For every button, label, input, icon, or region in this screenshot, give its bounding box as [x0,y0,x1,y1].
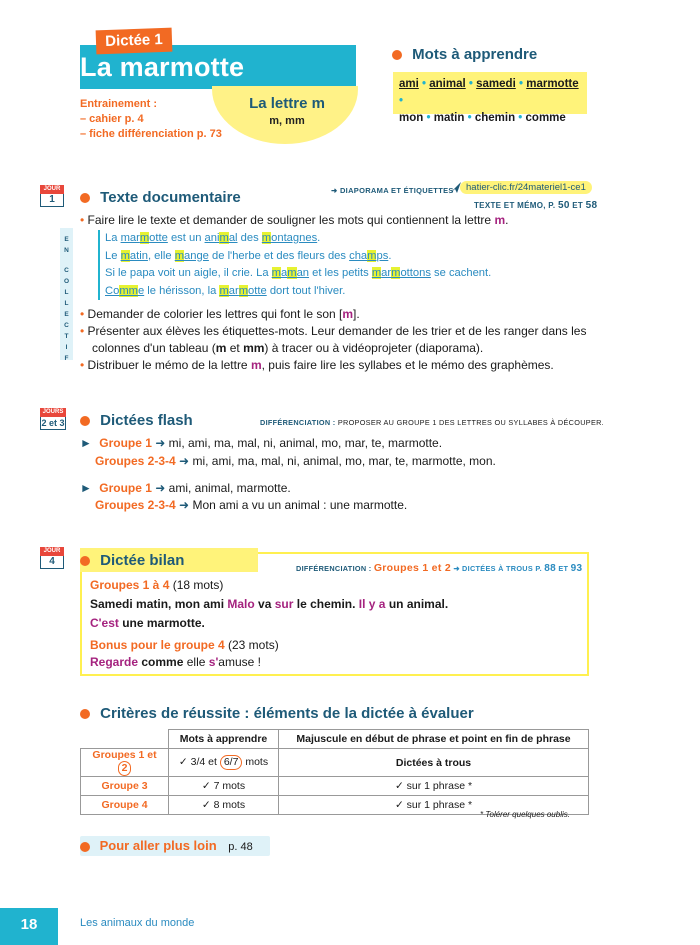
entrainement-fiche: – fiche différenciation p. 73 [80,128,222,140]
bonus-text: Regarde comme elle s'amuse ! [90,655,261,669]
reading-line-2: Le matin, elle mange de l'herbe et des fleurs des champs. [105,249,392,262]
collectif-letter: C [64,267,69,274]
section-title: Texte documentaire [100,189,241,206]
arrow-icon: ➜ [179,454,190,468]
lettre-subtitle: m, mm [269,115,305,127]
dictee-tag: Dictée 1 [96,28,173,55]
mot: animal [429,78,466,90]
bullet-2 [80,306,590,323]
diff-label: DIFFÉRENCIATION : [260,418,336,427]
section-title: Dictée bilan [100,552,185,569]
flash-words: Mon ami a vu un animal : une marmotte. [189,498,408,512]
calendar-label: JOURS [40,408,66,417]
page-ref: 50 [557,200,570,211]
dictee-line-1: Samedi matin, mon ami Malo va sur le chemin. Il y a un animal. [90,597,449,611]
bullet-text: Distribuer le mémo de la lettre [87,358,251,372]
bullet-end: . [505,213,509,227]
triangle-bullet-icon: ► [80,436,92,450]
bullet-text: Présenter aux élèves les étiquettes-mots. Leur demander de les trier et de les ranger dans les colonnes d'un tableau ( [87,324,587,355]
table-row [81,777,589,796]
mots-text: ✓ 3/4 et [178,756,220,768]
empty-cell [81,730,169,749]
bullet-dot-icon [392,50,402,60]
table-header-row [81,730,589,749]
arrow-icon: ➜ [155,481,166,495]
collectif-sidebar [60,228,73,360]
group-label: Groupes 2-3-4 [95,454,176,468]
section-dictees-flash [80,412,193,429]
diff-text: PROPOSER AU GROUPE 1 DES LETTRES OU SYLLABES À DÉCOUPER. [337,418,605,427]
group-label: Groupes 1 à 4 [90,578,170,592]
calendar-day: 2 et 3 [41,418,65,428]
mots-unit: mots [242,756,269,768]
section-title: Dictées flash [100,412,193,429]
bullet-dot-icon: • [80,324,85,338]
collectif-letter: E [64,311,69,318]
calendar-label: JOUR [40,547,64,556]
mot: mon [399,112,424,124]
calendar-icon [40,408,66,430]
letter-m: m [342,307,354,321]
separator: • [518,78,524,90]
mots-cell: ✓ 7 mots [169,777,279,796]
bullet-4 [80,357,590,374]
calendar-day: 1 [40,194,64,207]
group-cell: Groupe 3 [81,777,169,796]
letter-m: m [250,358,262,372]
flash-row-1 [80,435,442,452]
texte-memo-prefix: TEXTE ET MÉMO, P. [474,201,556,210]
aller-label: Pour aller plus loin [99,838,217,853]
collectif-letter: T [64,333,69,340]
flash-row-4 [95,497,407,514]
criteres-table [80,729,589,815]
entrainement-heading: Entrainement : [80,98,158,110]
dictee-line-2: C'est une marmotte. [90,616,205,630]
bonus-title: Bonus pour le groupe 4 [90,638,225,652]
collectif-letter: F [64,355,69,362]
collectif-letter: L [64,289,69,296]
section-criteres [80,705,474,722]
collectif-letter: O [63,278,70,285]
bullet-end: ) à tracer ou à vidéoprojeter (diaporama). [264,341,484,355]
diaporama-note: ➜ DIAPORAMA ET ÉTIQUETTES [331,186,454,195]
page-ref: 88 [544,563,556,574]
group-cell [81,749,169,777]
and-word: et [226,341,244,355]
mots-heading [392,46,537,63]
column-header: Majuscule en début de phrase et point en fin de phrase [279,730,589,749]
bullet-dot-icon [80,842,90,852]
group-label: Groupe 1 [99,436,152,450]
section-texte-documentaire [80,189,241,206]
aller-page: p. 48 [228,841,253,853]
arrow-icon: ➜ [179,498,190,512]
maj-cell: Dictées à trous [279,749,589,777]
entrainement-list [80,97,222,142]
table-note: * Tolérer quelques oublis. [480,810,570,819]
calendar-day: 4 [40,556,64,569]
bullet-text: Faire lire le texte et demander de souligner les mots qui contiennent la lettre [87,213,495,227]
bilan-differenciation [296,562,582,574]
circled-number: 2 [118,761,132,776]
bullet-dot-icon: • [80,358,85,372]
bullet-dot-icon [80,193,90,203]
maj-cell: ✓ sur 1 phrase * [279,796,589,815]
bullet-dot-icon [80,709,90,719]
separator: • [426,112,431,124]
bonus-label [90,637,279,654]
flash-words: ami, animal, marmotte. [165,481,291,495]
reading-text [98,230,498,300]
bullet-dot-icon: • [80,213,85,227]
and-word: ET [572,201,584,210]
collectif-letter: N [64,247,69,254]
letter-m: m [494,213,506,227]
collectif-letter: E [64,236,69,243]
triangle-bullet-icon: ► [80,481,92,495]
maj-cell: ✓ sur 1 phrase * [279,777,589,796]
reading-line-4: Comme le hérisson, la marmotte dort tout l'hiver. [105,284,346,297]
diff-label: DIFFÉRENCIATION : [296,564,372,573]
section-title: Critères de réussite : éléments de la dictée à évaluer [100,705,474,722]
separator: • [468,78,473,90]
calendar-label: JOUR [40,185,64,194]
separator: • [467,112,472,124]
hatier-link[interactable]: hatier-clic.fr/24materiel1-ce1 [460,181,592,194]
bullet-3 [80,323,592,357]
circled-number: 6/7 [220,755,243,770]
bullet-end: ]. [353,307,360,321]
chapter-title: Les animaux du monde [80,917,195,929]
dictee-text [90,596,580,632]
reading-line-3: Si le papa voit un aigle, il crie. La maman et les petits marmottons se cachent. [105,267,492,279]
group-label: Groupes 1 et [92,749,157,761]
calendar-icon [40,185,64,207]
mot: ami [399,78,419,90]
mots-box [393,72,587,124]
page-title: La marmotte [80,52,245,82]
mots-heading-label: Mots à apprendre [412,46,538,63]
flash-words: mi, ami, ma, mal, ni, animal, mo, mar, te, marmotte, mon. [189,454,496,468]
bullet-dot-icon: • [80,307,85,321]
word-count: (18 mots) [169,578,224,592]
group-cell: Groupe 4 [81,796,169,815]
collectif-letter: L [64,300,69,307]
separator: • [518,112,523,124]
and-word: ET [558,564,569,573]
group-label: Groupes 2-3-4 [95,498,176,512]
table-row [81,749,589,777]
page-number: 18 [0,908,58,945]
collectif-letter: C [64,322,69,329]
flash-row-3 [80,480,291,497]
mots-cell [169,749,279,777]
mot: chemin [474,112,516,124]
flash-words: mi, ami, ma, mal, ni, animal, mo, mar, te, marmotte. [165,436,443,450]
mot: samedi [476,78,516,90]
section-dictee-bilan [80,552,184,569]
aller-plus-loin[interactable] [80,838,253,853]
entrainement-cahier: – cahier p. 4 [80,113,144,125]
separator: • [399,95,404,107]
bullet-1 [80,212,590,229]
mot: comme [525,112,566,124]
lettre-title: La lettre m [249,95,325,112]
arrow-icon: ➜ [155,436,166,450]
column-header: Mots à apprendre [169,730,279,749]
letter-m: m [215,341,227,355]
mots-cell: ✓ 8 mots [169,796,279,815]
calendar-icon [40,547,64,569]
flash-row-2 [95,453,496,470]
group-label: Groupe 1 [99,481,152,495]
diff-groups: Groupes 1 et 2 [373,562,451,574]
letter-mm: mm [243,341,265,355]
mot: matin [433,112,465,124]
bullet-dot-icon [80,556,90,566]
collectif-spacer [60,256,73,265]
mot: marmotte [526,78,579,90]
bullet-end: , puis faire lire les syllabes et le mémo des graphèmes. [261,358,554,372]
bullet-text: Demander de colorier les lettres qui font le son [ [87,307,343,321]
differenciation-note [260,418,604,427]
separator: • [422,78,427,90]
page-ref: 58 [585,200,598,211]
word-count: (23 mots) [224,638,279,652]
reading-line-1: La marmotte est un animal des montagnes. [105,232,321,244]
diff-arrow-text: ➜ DICTÉES À TROUS P. [453,564,542,573]
texte-memo-note [474,200,597,211]
bullet-dot-icon [80,416,90,426]
collectif-letter: I [65,344,68,351]
groupes-1-4-label [90,577,223,594]
page-ref: 93 [570,563,583,574]
